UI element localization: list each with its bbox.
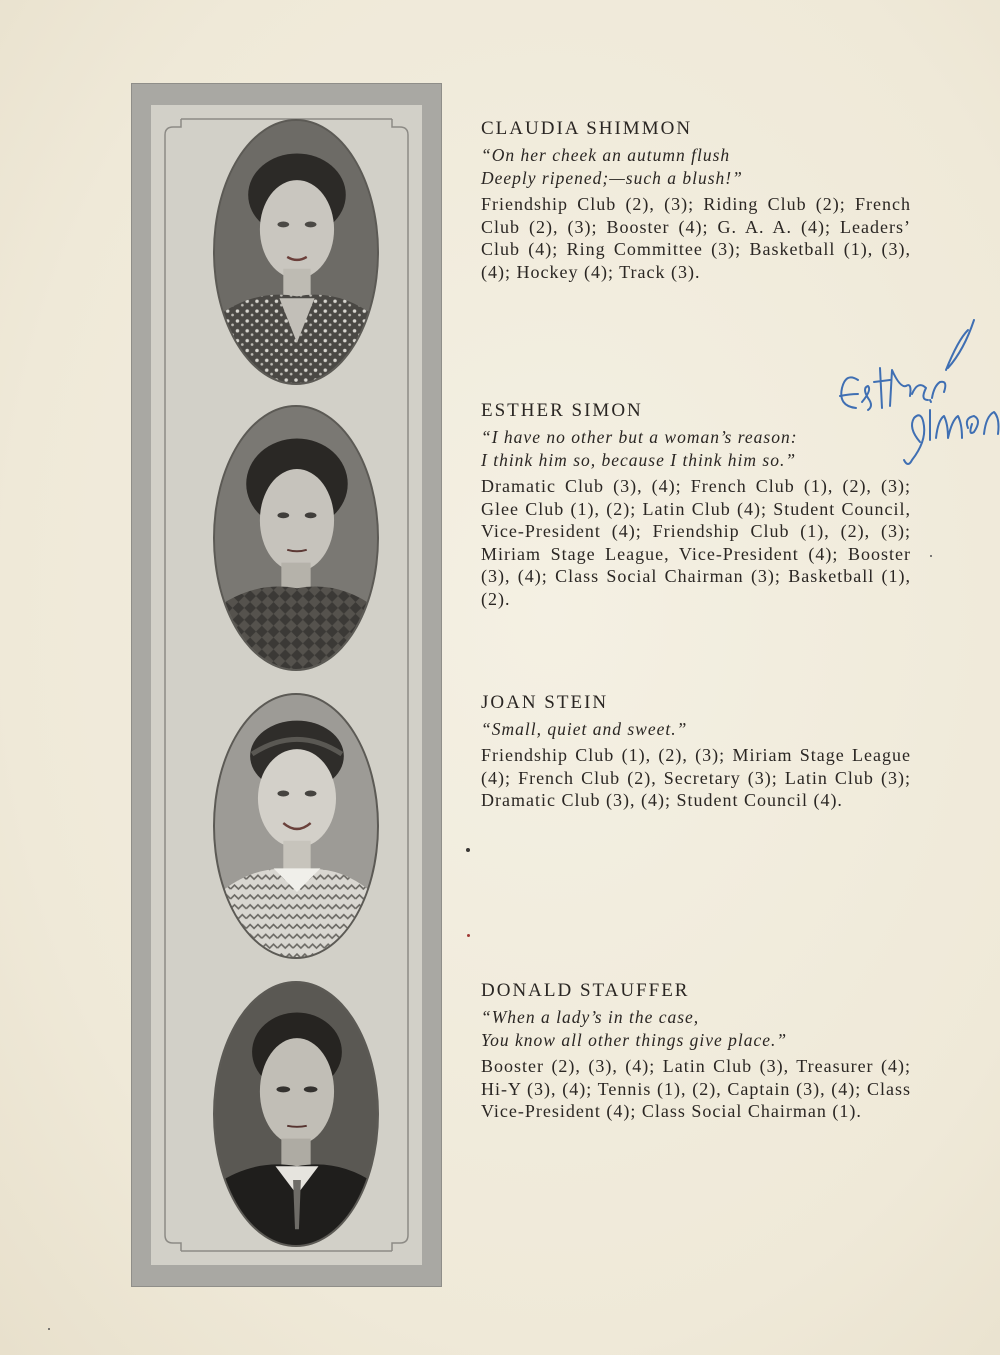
scan-speck [48,1328,50,1330]
scan-speck [466,848,470,852]
quote-line: “I have no other but a woman’s reason: [481,427,798,447]
quote-line: I think him so, because I think him so.” [481,450,797,470]
student-name: CLAUDIA SHIMMON [481,118,693,139]
student-activities: Dramatic Club (3), (4); French Club (1), (2), (3); Glee Club (1), (2); Latin Club (4); Student Council, Vice-President (4); Friendship Club (1), (2), (3); Miriam Stage League, Vice-President (4); Booster (3), (4); Class Social Chairman (3); Basketball (1), (2). [481,476,911,609]
photo-panel-inner [151,105,422,1265]
student-quote [481,144,911,190]
student-name: ESTHER SIMON [481,400,643,421]
quote-line: Deeply ripened;—such a blush!” [481,168,743,188]
photo-panel [131,83,442,1287]
senior-entry-claudia-shimmon [481,118,911,283]
student-name: JOAN STEIN [481,692,609,713]
quote-line: “Small, quiet and sweet.” [481,719,688,739]
portrait-donald-stauffer [213,981,379,1247]
scan-speck [930,555,932,557]
scan-speck [467,934,470,937]
senior-entry-donald-stauffer [481,980,911,1123]
student-activities: Friendship Club (1), (2), (3); Miriam Stage League (4); French Club (2), Secretary (3); Latin Club (3); Dramatic Club (3), (4); Student Council (4). [481,745,911,810]
quote-line: “When a lady’s in the case, [481,1007,700,1027]
portrait-joan-stein [213,693,379,959]
handwritten-signature [828,310,1000,480]
portrait-claudia-shimmon [213,119,379,385]
student-name: DONALD STAUFFER [481,980,690,1001]
student-activities: Friendship Club (2), (3); Riding Club (2); French Club (2), (3); Booster (4); G. A. A. (4); Leaders’ Club (4); Ring Committee (3); Basketball (1), (3), (4); Hockey (4); Track (3). [481,194,911,282]
quote-line: You know all other things give place.” [481,1030,788,1050]
student-quote [481,718,911,741]
student-activities: Booster (2), (3), (4); Latin Club (3), Treasurer (4); Hi-Y (3), (4); Tennis (1), (2), Captain (3), (4); Class Vice-President (4); Class Social Chairman (1). [481,1056,911,1121]
senior-entry-joan-stein [481,692,911,812]
student-quote [481,1006,911,1052]
portrait-esther-simon [213,405,379,671]
quote-line: “On her cheek an autumn flush [481,145,731,165]
